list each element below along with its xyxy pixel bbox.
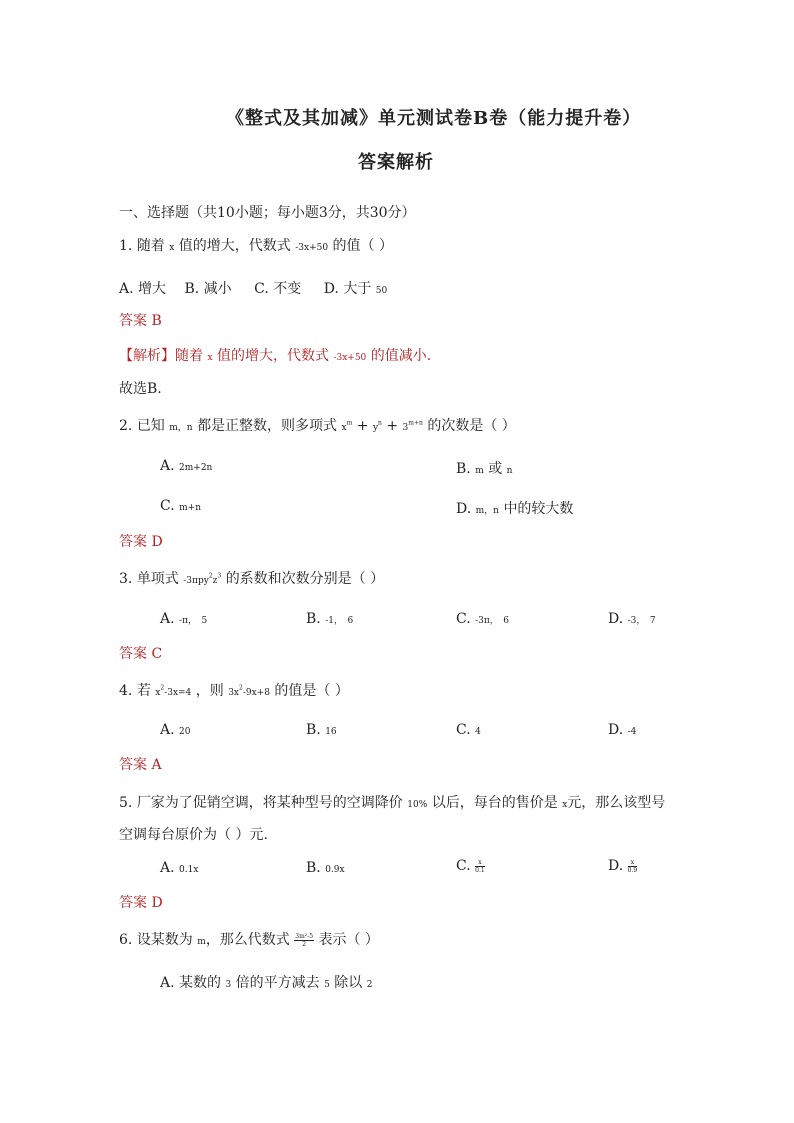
mono-var: z [212,576,218,586]
expr-term: -9x+8 [242,688,270,698]
fraction [475,859,485,874]
analysis-tag: 【解析】 [119,348,175,364]
question-number: 4. [119,683,133,699]
question-5 [119,792,665,812]
option-a-letter: A. [119,281,134,297]
q4-option-c [456,722,481,738]
option-value: 5 [324,980,330,990]
question-text: 设某数为 [136,932,193,948]
analysis-text: 值的增大，代数式 [216,348,329,364]
expr-exp: 2 [239,684,243,692]
option-value: m+n [179,503,201,513]
question-text: ，则 [195,683,224,699]
option-value: 7 [649,616,656,626]
option-value: 6 [503,616,509,626]
mono-exp: 3 [217,572,222,580]
q2-option-b [456,458,512,478]
poly-operator: + [356,418,369,434]
monomial [183,571,225,587]
analysis-1 [119,345,431,365]
option-c: 不变 [273,281,302,297]
question-number: 5. [119,795,133,811]
poly-exponent: n [378,419,382,427]
fraction-numerator: 3m²-5 [295,932,314,940]
answer-5: 答案 D [119,895,163,911]
q2-option-d [456,498,573,518]
mono-coef: -3 [183,576,193,586]
poly-exponent: m+n [408,419,423,427]
option-value: 5 [201,616,208,626]
question-text: 值的增大，代数式 [178,238,291,254]
section-heading: 一、选择题（共10小题；每小题3分，共30分） [119,205,416,221]
option-value: 2 [366,980,373,990]
option-letter: D. [608,611,624,627]
q5-option-d [608,858,637,874]
option-c-letter: C. [254,281,269,297]
question-text: 以后，每台的售价是 [431,795,558,811]
option-value: 0.9x [325,865,345,875]
option-value: 20 [179,727,191,737]
question-number: 2. [119,418,133,434]
option-b-letter: B. [184,281,200,297]
option-d-value: 50 [375,286,388,296]
cond-term: x [155,688,161,698]
question-2 [119,415,516,435]
page-title: 《整式及其加减》单元测试卷B卷（能力提升卷） [226,108,642,129]
option-value: n [506,466,513,476]
question-6 [119,929,379,949]
fraction [628,859,638,874]
question-text: 的系数和次数分别是（ ） [225,571,385,587]
q5-option-c [456,858,485,874]
option-letter: D. [456,501,472,517]
option-letter: B. [456,461,471,477]
question-3 [119,568,384,588]
answer-4: 答案 A [119,757,162,773]
mono-var: y [203,576,209,586]
q3-option-b [306,611,353,627]
option-value: 16 [325,727,337,737]
option-value: 6 [347,616,354,626]
option-value: -π， [179,616,197,626]
fraction-numerator: x [628,859,638,867]
q3-option-a [160,611,207,627]
option-value: 4 [475,727,481,737]
option-letter: A. [160,458,175,474]
option-text: 中的较大数 [503,501,574,517]
option-letter: C. [456,722,471,738]
question-text: 厂家为了促销空调，将某种型号的空调降价 [136,795,403,811]
fraction-denominator: 0.9 [627,866,638,874]
option-text: 某数的 [179,975,222,991]
option-value: 2m+2n [179,463,213,473]
q2-option-c [160,498,201,514]
option-value: m，n [475,506,499,516]
conclusion-1: 故选B. [119,381,162,397]
fraction-denominator: 2 [302,940,307,948]
question-text: ，那么代数式 [205,932,290,948]
expression: -3x+50 [333,353,367,363]
question-text: 都是正整数，则多项式 [197,418,338,434]
answer-3: 答案 C [119,646,163,662]
poly-exponent: m [346,419,353,427]
percent: 10% [407,800,428,810]
q1-options [119,278,387,298]
q3-option-d [608,611,656,627]
cond-term: -3x=4 [164,688,192,698]
poly-term: 3 [402,423,409,433]
fraction-denominator: 0.1 [475,866,485,874]
fraction [294,933,314,948]
poly-operator: + [386,418,399,434]
mono-var: p [197,576,204,586]
question-text: 表示（ ） [318,932,379,948]
q5-option-a [160,860,198,876]
answer-1: 答案 B [119,313,162,329]
option-letter: A. [160,975,175,991]
option-value: 0.1x [179,865,199,875]
option-value: -3π， [475,616,499,626]
option-letter: B. [306,611,321,627]
option-text: 倍的平方减去 [235,975,320,991]
poly-term: y [372,423,379,433]
question-text: 若 [136,683,151,699]
question-text: 随着 [136,238,165,254]
question-text: 的值（ ） [332,238,393,254]
question-1 [119,235,393,255]
question-text: 单项式 [136,571,179,587]
analysis-text: 的值减小. [370,348,432,364]
question-number: 3. [119,571,133,587]
option-value: -1， [325,616,343,626]
variable: m [197,937,206,947]
option-letter: B. [306,860,321,876]
option-letter: A. [160,860,175,876]
condition [155,683,191,699]
option-letter: C. [160,498,175,514]
option-letter: B. [306,722,321,738]
variables: m，n [169,423,193,433]
question-5-line2: 空调每台原价为（ ）元. [119,827,268,843]
variable: x [169,243,175,253]
option-value: -4 [627,727,637,737]
expression [228,683,270,699]
question-4 [119,680,349,700]
q6-option-a [160,972,372,992]
q3-option-c [456,611,509,627]
question-text: 已知 [136,418,165,434]
cond-exp: 2 [160,684,165,692]
analysis-text: 随着 [175,348,203,364]
mono-exp: 2 [208,572,213,580]
option-letter: D. [608,858,624,874]
variable: x [562,800,568,810]
question-text: 元，那么该型号 [567,795,666,811]
option-letter: A. [160,611,175,627]
q2-option-a [160,458,212,474]
question-number: 1. [119,238,133,254]
question-number: 6. [119,932,133,948]
q4-option-b [306,722,337,738]
option-value: 3 [225,980,232,990]
variable: x [207,353,213,363]
option-letter: A. [160,722,175,738]
poly-term: x [341,423,347,433]
q4-option-a [160,722,190,738]
option-d-letter: D. [323,281,339,297]
option-letter: D. [608,722,624,738]
option-a: 增大 [138,281,167,297]
question-text: 的值是（ ） [274,683,349,699]
option-value: m [475,466,484,476]
option-letter: C. [456,611,471,627]
option-letter: C. [456,858,471,874]
fraction-numerator: x [475,859,485,867]
polynomial [342,418,428,434]
option-d: 大于 [343,281,372,297]
option-text: 或 [488,461,503,477]
mono-pi: π [192,576,198,586]
q4-option-d [608,722,636,738]
page-subtitle: 答案解析 [358,152,434,173]
expr-term: 3x [228,688,240,698]
answer-2: 答案 D [119,534,163,550]
question-text: 的次数是（ ） [427,418,516,434]
q5-option-b [306,860,345,876]
option-text: 除以 [334,975,363,991]
option-b: 减小 [203,281,232,297]
expression: -3x+50 [295,243,329,253]
option-value: -3， [627,616,646,626]
